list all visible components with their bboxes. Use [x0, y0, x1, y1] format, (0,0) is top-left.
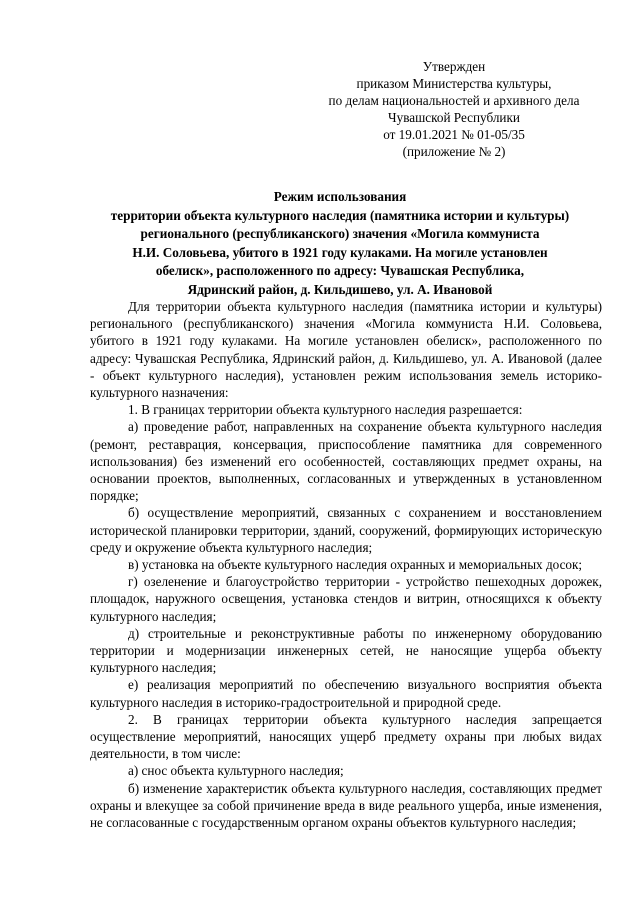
title-line: территории объекта культурного наследия (памятника истории и культуры) — [110, 207, 570, 223]
approval-line: Чувашской Республики — [388, 110, 520, 125]
document-title — [70, 188, 610, 299]
section-1-item-a: а) проведение работ, направленных на сохранение объекта культурного наследия (ремонт, реставрация, консервация, приспособление памятника для современного использования) без изменений его особенностей, составляющих предмет охраны, на основании проектов, выполненных, согласованных и утвержденных в установленном порядке; — [90, 419, 602, 504]
approval-line: Утвержден — [422, 59, 486, 74]
approval-stamp-block — [300, 58, 608, 160]
approval-line: от 19.01.2021 № 01-05/35 — [383, 127, 525, 142]
title-line: обелиск», расположенного по адресу: Чувашская Республика, — [155, 263, 525, 278]
title-line: Режим использования — [273, 189, 407, 204]
section-1-heading: 1. В границах территории объекта культурного наследия разрешается: — [128, 402, 523, 418]
approval-line: (приложение № 2) — [402, 144, 506, 159]
section-1-item-g: г) озеленение и благоустройство территории - устройство пешеходных дорожек, площадок, наружного освещения, установка стендов и витрин, относящихся к объекту культурного наследия; — [90, 574, 602, 624]
approval-line: приказом Министерства культуры, — [356, 76, 552, 91]
title-line: Ядринский район, д. Кильдишево, ул. А. Ивановой — [187, 281, 493, 297]
intro-paragraph: Для территории объекта культурного наследия (памятника истории и культуры) регионального (республиканского) значения «Могила коммуниста Н.И. Соловьева, убитого в 1921 году кулаками. На могиле установлен обелиск», расположенного по адресу: Чувашская Республика, Ядринский район, д. Кильдишево, ул. А. Ивановой (далее - объект культурного наследия), установлен режим использования земель историко-культурного назначения: — [90, 299, 602, 401]
section-1-item-d: д) строительные и реконструктивные работы по инженерному оборудованию территории и модернизации инженерных сетей, не наносящие ущерба объекту культурного наследия; — [90, 625, 602, 676]
approval-line: по делам национальностей и архивного дела — [328, 93, 580, 108]
section-1-item-b: б) осуществление мероприятий, связанных с сохранением и восстановлением исторической планировки территории, зданий, сооружений, формирующих историческую среду и окружение объекта культурного наследия; — [90, 505, 602, 555]
section-2-item-b: б) изменение характеристик объекта культурного наследия, составляющих предмет охраны и влекущее за собой причинение вреда в виде реального ущерба, иные изменения, не согласованные с государственным органом охраны объектов культурного наследия; — [90, 780, 602, 831]
document-body — [90, 298, 602, 831]
title-line: регионального (республиканского) значения «Могила коммуниста — [140, 226, 540, 241]
section-1-item-e: е) реализация мероприятий по обеспечению визуального восприятия объекта культурного наследия в историко-градостроительной и природной среде. — [90, 677, 602, 710]
section-1-item-v: в) установка на объекте культурного наследия охранных и мемориальных досок; — [128, 557, 583, 573]
section-2-heading: 2. В границах территории объекта культурного наследия запрещается осуществление мероприятий, наносящих ущерб предмету охраны при любых видах деятельности, в том числе: — [90, 711, 602, 762]
section-2-item-a: а) снос объекта культурного наследия; — [128, 763, 344, 779]
title-line: Н.И. Соловьева, убитого в 1921 году кулаками. На могиле установлен — [132, 244, 548, 260]
